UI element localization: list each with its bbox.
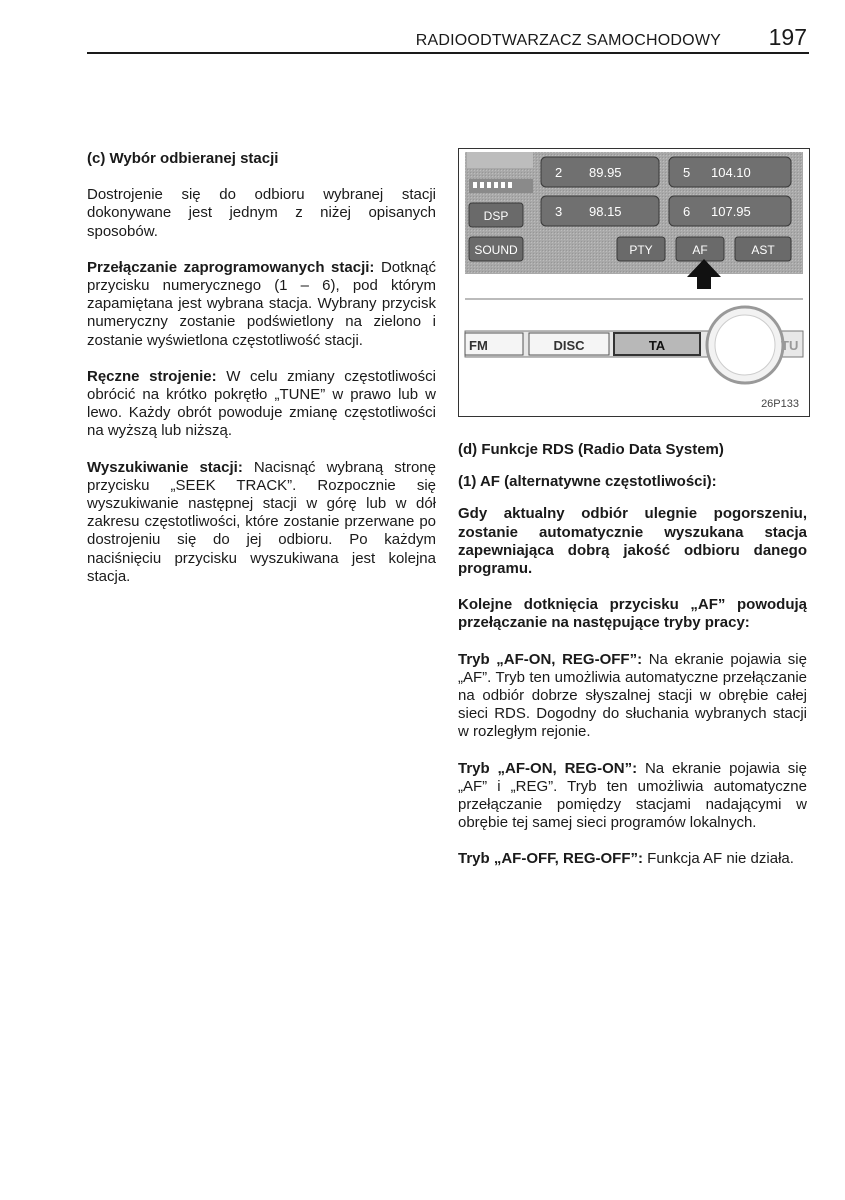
af-intro-paragraph: Gdy aktualny odbiór ulegnie pogorszeniu, zostanie automatycznie wyszukana stacja zapewniająca dobrą jakość odbioru danego programu.: [458, 505, 807, 578]
sound-label: SOUND: [474, 243, 518, 257]
preset-text: Dotknąć przycisku numerycznego (1 – 6), pod którym zapamiętana jest wybrana stacja. Wybrany przycisk numeryczny zostanie podświetlony na zielono i zostanie wyświetlona częstotliwość stacji.: [87, 258, 436, 349]
preset-5-number: 5: [683, 165, 691, 180]
tu-label: TU: [781, 338, 799, 353]
radio-panel-illustration: [459, 149, 809, 416]
mode-2-term: Tryb „AF-ON, REG-ON”:: [458, 759, 638, 777]
page-header: [87, 26, 809, 54]
left-column: [87, 150, 436, 604]
manual-tuning-text: W celu zmiany częstotliwości obrócić na krótko pokrętło „TUNE” w prawo lub w lewo. Każdy obrót powoduje zmianę częstotliwości na wyższą lub niższą.: [87, 367, 436, 440]
manual-tuning-term: Ręczne strojenie:: [87, 367, 217, 385]
mode-af-off-reg-off: [458, 850, 807, 868]
preset-3-frequency: 98.15: [589, 204, 622, 219]
mode-2-text: Na ekranie pojawia się „AF” i „REG”. Tryb ten umożliwia automatyczne przełączanie pomiędzy stacjami nadającymi w obrębie tej samej sieci programów lokalnych.: [458, 759, 807, 832]
right-column: [458, 441, 807, 887]
preset-term: Przełączanie zaprogramowanych stacji:: [87, 258, 375, 276]
mode-1-term: Tryb „AF-ON, REG-OFF”:: [458, 650, 643, 668]
af-label: AF: [692, 243, 708, 257]
preset-2-frequency: 89.95: [589, 165, 622, 180]
fm-label: FM: [469, 338, 488, 353]
preset-6-frequency: 107.95: [711, 204, 751, 219]
intro-paragraph: Dostrojenie się do odbioru wybranej stacji dokonywane jest jednym z niżej opisanych sposobów.: [87, 186, 436, 240]
section-heading-d: (d) Funkcje RDS (Radio Data System): [458, 441, 724, 458]
mode-3-term: Tryb „AF-OFF, REG-OFF”:: [458, 850, 643, 868]
preset-paragraph: [87, 259, 436, 350]
ast-label: AST: [751, 243, 775, 257]
radio-panel-figure: [458, 148, 810, 417]
manual-tuning-paragraph: [87, 368, 436, 441]
section-heading-c: (c) Wybór odbieranej stacji: [87, 150, 279, 167]
preset-3-number: 3: [555, 204, 563, 219]
subsection-heading-af: (1) AF (alternatywne częstotliwości):: [458, 473, 717, 491]
dsp-label: DSP: [483, 209, 509, 223]
seek-text: Nacisnąć wybraną stronę przycisku „SEEK TRACK”. Rozpocznie się wyszukiwanie następnej stacji w górę lub w dół zakresu częstotliwości, które zostanie przerwane po dostrojeniu się do jej odbioru. Po każdym naciśnięciu przycisku wyszukiwana jest kolejna stacja.: [87, 458, 436, 585]
display-indicator: [467, 152, 533, 168]
preset-6-number: 6: [683, 204, 691, 219]
disc-label: DISC: [553, 338, 585, 353]
pty-label: PTY: [629, 243, 653, 257]
mode-af-on-reg-off: [458, 651, 807, 742]
preset-5-frequency: 104.10: [711, 165, 751, 180]
af-cycle-paragraph: Kolejne dotknięcia przycisku „AF” powodują przełączanie na następujące tryby pracy:: [458, 596, 807, 632]
tune-knob-inner: [715, 315, 775, 375]
mode-af-on-reg-on: [458, 760, 807, 833]
seek-paragraph: [87, 459, 436, 586]
ta-label: TA: [648, 338, 666, 353]
figure-code: 26P133: [761, 398, 799, 410]
chapter-title: RADIOODTWARZACZ SAMOCHODOWY: [415, 32, 721, 49]
seek-term: Wyszukiwanie stacji:: [87, 458, 243, 476]
mode-3-text: Funkcja AF nie działa.: [643, 850, 794, 868]
mode-1-text: Na ekranie pojawia się „AF”. Tryb ten umożliwia automatyczne przełączanie na odbiór dobrze słyszalnej stacji w obrębie całej sieci RDS. Dogodny do słuchania wybranych stacji w rozległym rejonie.: [458, 650, 807, 741]
preset-2-number: 2: [555, 165, 563, 180]
page-number: 197: [768, 24, 807, 50]
